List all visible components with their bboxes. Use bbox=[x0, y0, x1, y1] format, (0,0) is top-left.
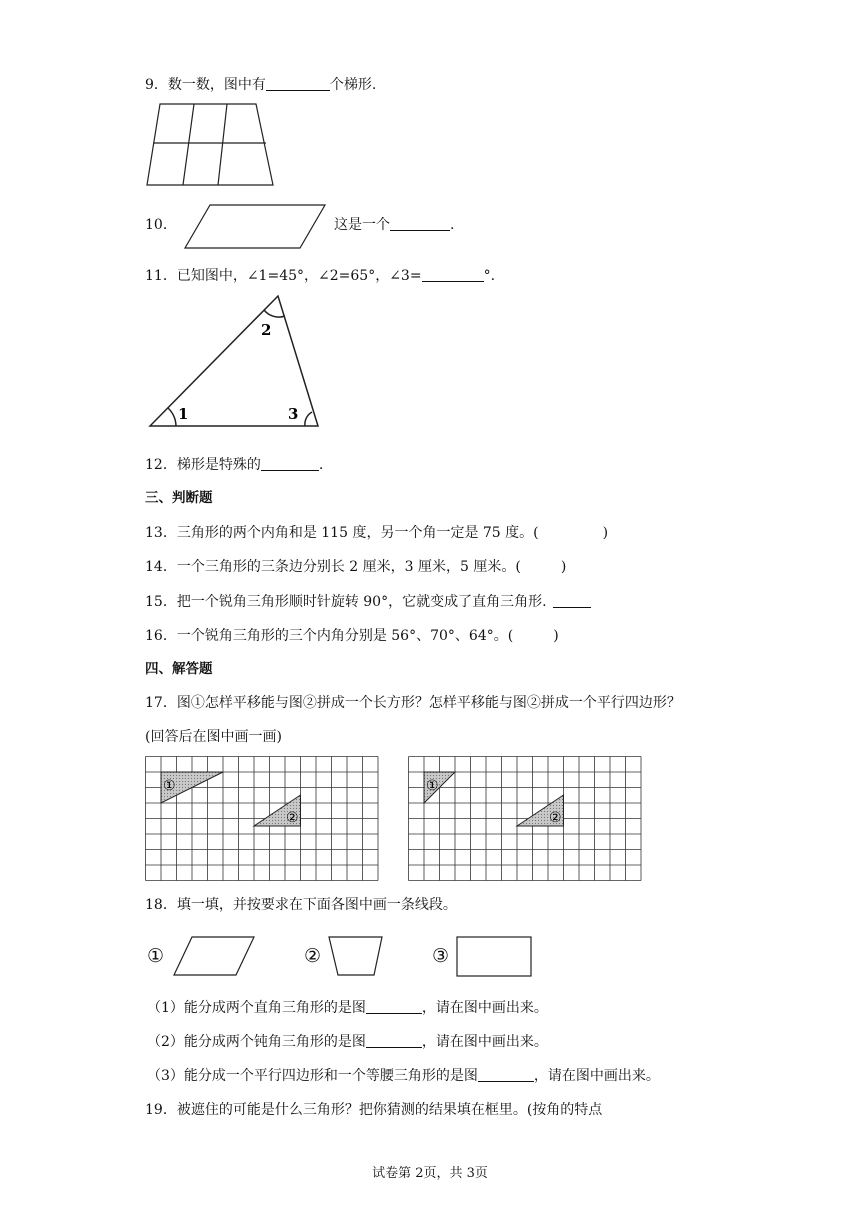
question-18-sub-3 bbox=[147, 1067, 660, 1085]
question-18 bbox=[145, 896, 457, 914]
sub-question-text-after: ，请在图中画出来。 bbox=[533, 1068, 660, 1084]
triangle-angles-figure bbox=[140, 288, 330, 433]
angle-label-2: 2 bbox=[261, 321, 272, 339]
answer-blank[interactable] bbox=[553, 593, 591, 608]
paren-close: ) bbox=[560, 559, 567, 575]
question-number: 9． bbox=[145, 77, 168, 93]
question-13 bbox=[145, 524, 608, 542]
question-14 bbox=[145, 558, 566, 576]
section-title-judgment: 三、判断题 bbox=[145, 490, 213, 506]
section-title-answer: 四、解答题 bbox=[145, 661, 213, 677]
question-12 bbox=[145, 456, 323, 474]
question-text: 填一填，并按要求在下面各图中画一条线段。 bbox=[176, 897, 457, 913]
figure-label-1: ① bbox=[163, 778, 176, 794]
angle-label-3: 3 bbox=[288, 405, 299, 423]
paren-close: ) bbox=[553, 628, 559, 644]
question-text: 图①怎样平移能与图②拼成一个长方形？怎样平移能与图②拼成一个平行四边形？ bbox=[176, 695, 681, 711]
question-text: 数一数，图中有 bbox=[167, 77, 266, 93]
paren-close: ) bbox=[602, 525, 609, 541]
answer-blank[interactable] bbox=[261, 456, 319, 471]
question-9 bbox=[145, 76, 376, 94]
question-text: 把一个锐角三角形顺时针旋转 90°，它就变成了直角三角形. bbox=[176, 594, 547, 610]
question-10 bbox=[334, 216, 454, 234]
figure-label-2: ② bbox=[286, 810, 299, 826]
question-number: 11． bbox=[145, 268, 177, 284]
question-number: 15． bbox=[145, 594, 177, 610]
question-11 bbox=[145, 267, 495, 285]
trapezoid-grid-figure bbox=[140, 96, 290, 192]
answer-blank[interactable] bbox=[422, 267, 484, 282]
sub-question-text: （2）能分成两个钝角三角形的是图 bbox=[147, 1034, 366, 1050]
question-number: 19． bbox=[145, 1102, 177, 1118]
question-number: 12． bbox=[145, 457, 177, 473]
grid-figure-left[interactable] bbox=[145, 756, 380, 881]
shape-label-1: ① bbox=[147, 945, 165, 967]
question-16 bbox=[145, 627, 559, 645]
question-17 bbox=[145, 694, 681, 712]
question-18-sub-2 bbox=[147, 1033, 548, 1051]
question-text: 梯形是特殊的 bbox=[176, 457, 261, 473]
parallelogram-shape[interactable] bbox=[170, 935, 260, 979]
figure-label-2: ② bbox=[549, 810, 562, 826]
question-number: 17． bbox=[145, 695, 177, 711]
question-text: 一个锐角三角形的三个内角分别是 56°、70°、64°。( bbox=[176, 628, 514, 644]
sub-question-text: （3）能分成一个平行四边形和一个等腰三角形的是图 bbox=[147, 1068, 478, 1084]
answer-blank[interactable] bbox=[266, 76, 330, 91]
question-text: 三角形的两个内角和是 115 度，另一个角一定是 75 度。( bbox=[176, 525, 539, 541]
sub-question-text: （1）能分成两个直角三角形的是图 bbox=[147, 1000, 366, 1016]
question-text: 被遮住的可能是什么三角形？把你猜测的结果填在框里。(按角的特点 bbox=[176, 1102, 603, 1118]
parallelogram-figure bbox=[180, 200, 330, 252]
trapezoid-shape[interactable] bbox=[326, 935, 386, 979]
question-text-after: . bbox=[450, 217, 455, 233]
question-number: 13． bbox=[145, 525, 177, 541]
figure-label-1: ① bbox=[426, 778, 439, 794]
grid-figure-right[interactable] bbox=[408, 756, 643, 881]
question-10-number: 10． bbox=[145, 217, 177, 233]
rectangle-shape[interactable] bbox=[455, 935, 535, 979]
question-15 bbox=[145, 593, 591, 611]
answer-blank[interactable] bbox=[366, 999, 422, 1014]
question-text: 这是一个 bbox=[334, 217, 390, 233]
question-text: 一个三角形的三条边分别长 2 厘米，3 厘米，5 厘米。( bbox=[176, 559, 521, 575]
question-number: 16． bbox=[145, 628, 177, 644]
answer-blank[interactable] bbox=[366, 1033, 422, 1048]
question-text-after: °. bbox=[483, 268, 496, 284]
answer-blank[interactable] bbox=[390, 216, 450, 231]
question-text-after: 个梯形. bbox=[329, 77, 377, 93]
shape-label-3: ③ bbox=[432, 945, 450, 967]
question-text-after: . bbox=[318, 457, 324, 473]
angle-label-1: 1 bbox=[178, 405, 189, 423]
question-18-sub-1 bbox=[147, 999, 548, 1017]
shape-label-2: ② bbox=[304, 945, 322, 967]
question-text: 已知图中，∠1=45°，∠2=65°，∠3= bbox=[176, 268, 422, 284]
sub-question-text-after: ，请在图中画出来。 bbox=[421, 1000, 548, 1016]
sub-question-text-after: ，请在图中画出来。 bbox=[421, 1034, 548, 1050]
question-number: 18． bbox=[145, 897, 177, 913]
question-17-line2: (回答后在图中画一画) bbox=[145, 729, 282, 745]
page-footer: 试卷第 2页，共 3页 bbox=[372, 1166, 488, 1181]
question-19 bbox=[145, 1101, 602, 1119]
answer-blank[interactable] bbox=[478, 1067, 534, 1082]
question-number: 14． bbox=[145, 559, 177, 575]
